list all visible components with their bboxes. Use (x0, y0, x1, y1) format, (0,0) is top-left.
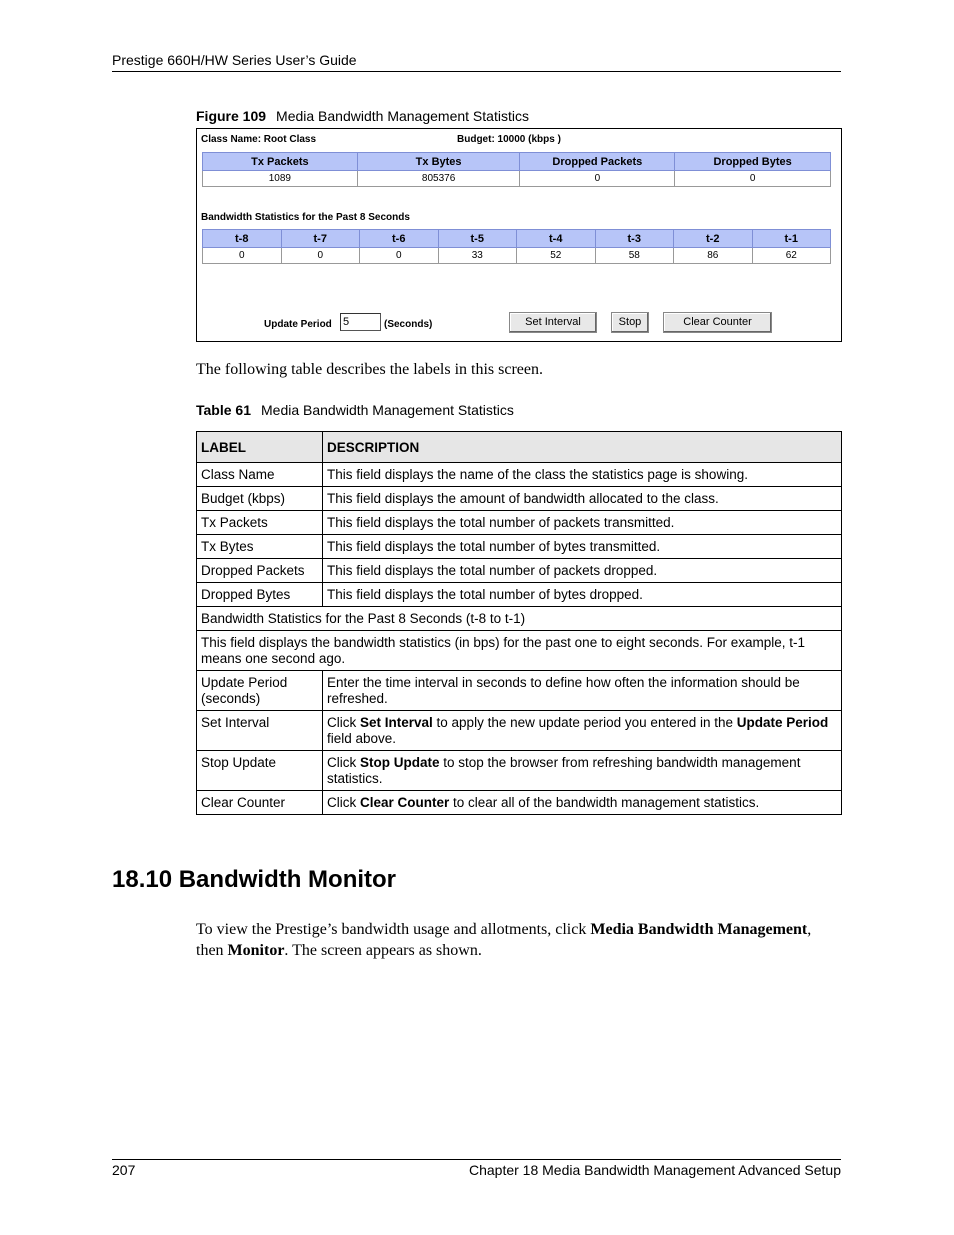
row-desc: This field displays the total number of packets transmitted. (323, 511, 842, 535)
val-t3: 58 (595, 248, 674, 264)
text-run: Click (327, 795, 360, 810)
th-t3: t-3 (595, 230, 674, 248)
totals-header-row (203, 153, 831, 171)
table-row (197, 711, 842, 751)
table-row (197, 463, 842, 487)
row-desc: This field displays the name of the class the statistics page is showing. (323, 463, 842, 487)
header-rule (112, 71, 841, 72)
col-desc-header: DESCRIPTION (323, 432, 842, 463)
table-row (197, 583, 842, 607)
th-t4: t-4 (517, 230, 596, 248)
val-t5: 33 (438, 248, 517, 264)
text-run: to apply the new update period you entered in the (432, 715, 737, 730)
span-title-cell: Bandwidth Statistics for the Past 8 Seconds (t-8 to t-1) (197, 607, 842, 631)
row-label: Update Period (seconds) (197, 671, 323, 711)
th-t7: t-7 (281, 230, 360, 248)
th-tx-packets: Tx Packets (203, 153, 358, 171)
bold-run: Stop Update (360, 755, 440, 770)
row-desc: This field displays the amount of bandwidth allocated to the class. (323, 487, 842, 511)
bw-header-row (203, 230, 831, 248)
update-period-input[interactable]: 5 (340, 313, 381, 331)
description-table (196, 431, 842, 815)
row-label: Stop Update (197, 751, 323, 791)
bold-run: Media Bandwidth Management (590, 921, 808, 938)
clear-counter-button[interactable]: Clear Counter (663, 312, 772, 333)
figure-label: Figure 109 (196, 108, 267, 124)
update-period-label: Update Period (264, 319, 332, 330)
val-t4: 52 (517, 248, 596, 264)
val-t2: 86 (674, 248, 753, 264)
figure-caption (196, 108, 529, 124)
text-run: Click (327, 715, 360, 730)
row-label: Dropped Bytes (197, 583, 323, 607)
row-desc (323, 791, 842, 815)
table-row (197, 751, 842, 791)
stop-button[interactable]: Stop (611, 312, 649, 333)
desc-header-row (197, 432, 842, 463)
row-label: Budget (kbps) (197, 487, 323, 511)
text-run: Click (327, 755, 360, 770)
row-label: Class Name (197, 463, 323, 487)
table-title: Media Bandwidth Management Statistics (261, 402, 514, 418)
text-run: to clear all of the bandwidth management statistics. (449, 795, 760, 810)
table-row (197, 671, 842, 711)
th-t5: t-5 (438, 230, 517, 248)
budget-label: Budget: 10000 (kbps ) (457, 134, 561, 145)
seconds-label: (Seconds) (384, 319, 433, 330)
val-tx-bytes: 805376 (357, 171, 520, 187)
val-dropped-packets: 0 (520, 171, 675, 187)
page-number: 207 (112, 1162, 136, 1178)
bandwidth-table (202, 229, 831, 264)
text-run: To view the Prestige’s bandwidth usage and allotments, click (196, 921, 591, 938)
table-row (197, 535, 842, 559)
section-paragraph (196, 919, 816, 961)
th-dropped-bytes: Dropped Bytes (675, 153, 831, 171)
text-run: . The screen appears as shown. (284, 942, 482, 959)
class-name-label: Class Name: Root Class (201, 134, 317, 145)
intro-paragraph: The following table describes the labels in this screen. (196, 361, 544, 378)
row-desc (323, 711, 842, 751)
table-row (197, 487, 842, 511)
table-row (197, 791, 842, 815)
chapter-title: Chapter 18 Media Bandwidth Management Advanced Setup (468, 1162, 841, 1178)
th-t2: t-2 (674, 230, 753, 248)
totals-value-row (203, 171, 831, 187)
table-row-span-desc (197, 631, 842, 671)
val-tx-packets: 1089 (203, 171, 358, 187)
row-desc: Enter the time interval in seconds to define how often the information should be refreshed. (323, 671, 842, 711)
statistics-screenshot (196, 128, 842, 342)
row-desc: This field displays the total number of bytes transmitted. (323, 535, 842, 559)
section-heading: 18.10 Bandwidth Monitor (112, 866, 397, 893)
row-label: Clear Counter (197, 791, 323, 815)
table-label: Table 61 (196, 402, 251, 418)
th-tx-bytes: Tx Bytes (357, 153, 520, 171)
row-desc (323, 751, 842, 791)
bold-run: Monitor (227, 942, 285, 959)
bold-run: Clear Counter (360, 795, 450, 810)
val-t8: 0 (203, 248, 282, 264)
bw-stats-title: Bandwidth Statistics for the Past 8 Seconds (201, 212, 410, 223)
footer-rule (112, 1159, 841, 1160)
span-desc-cell: This field displays the bandwidth statistics (in bps) for the past one to eight seconds. For example, t-1 means one second ago. (197, 631, 842, 671)
text-run: field above. (327, 731, 397, 746)
text-run: to stop the browser from refreshing bandwidth management statistics. (327, 755, 801, 786)
totals-table (202, 152, 831, 187)
bw-value-row (203, 248, 831, 264)
th-t8: t-8 (203, 230, 282, 248)
row-label: Set Interval (197, 711, 323, 751)
th-t1: t-1 (752, 230, 831, 248)
th-t6: t-6 (360, 230, 439, 248)
figure-title: Media Bandwidth Management Statistics (276, 108, 529, 124)
val-t1: 62 (752, 248, 831, 264)
row-label: Dropped Packets (197, 559, 323, 583)
text-run: , then (196, 921, 812, 959)
set-interval-button[interactable]: Set Interval (509, 312, 597, 333)
row-label: Tx Packets (197, 511, 323, 535)
val-t7: 0 (281, 248, 360, 264)
running-header: Prestige 660H/HW Series User’s Guide (112, 52, 357, 68)
col-label-header: LABEL (197, 432, 323, 463)
table-row (197, 559, 842, 583)
row-desc: This field displays the total number of bytes dropped. (323, 583, 842, 607)
th-dropped-packets: Dropped Packets (520, 153, 675, 171)
val-dropped-bytes: 0 (675, 171, 831, 187)
bold-run: Set Interval (360, 715, 433, 730)
table-row-span-title (197, 607, 842, 631)
table-caption (196, 402, 514, 418)
row-label: Tx Bytes (197, 535, 323, 559)
row-desc: This field displays the total number of packets dropped. (323, 559, 842, 583)
table-row (197, 511, 842, 535)
bold-run: Update Period (736, 715, 829, 730)
val-t6: 0 (360, 248, 439, 264)
